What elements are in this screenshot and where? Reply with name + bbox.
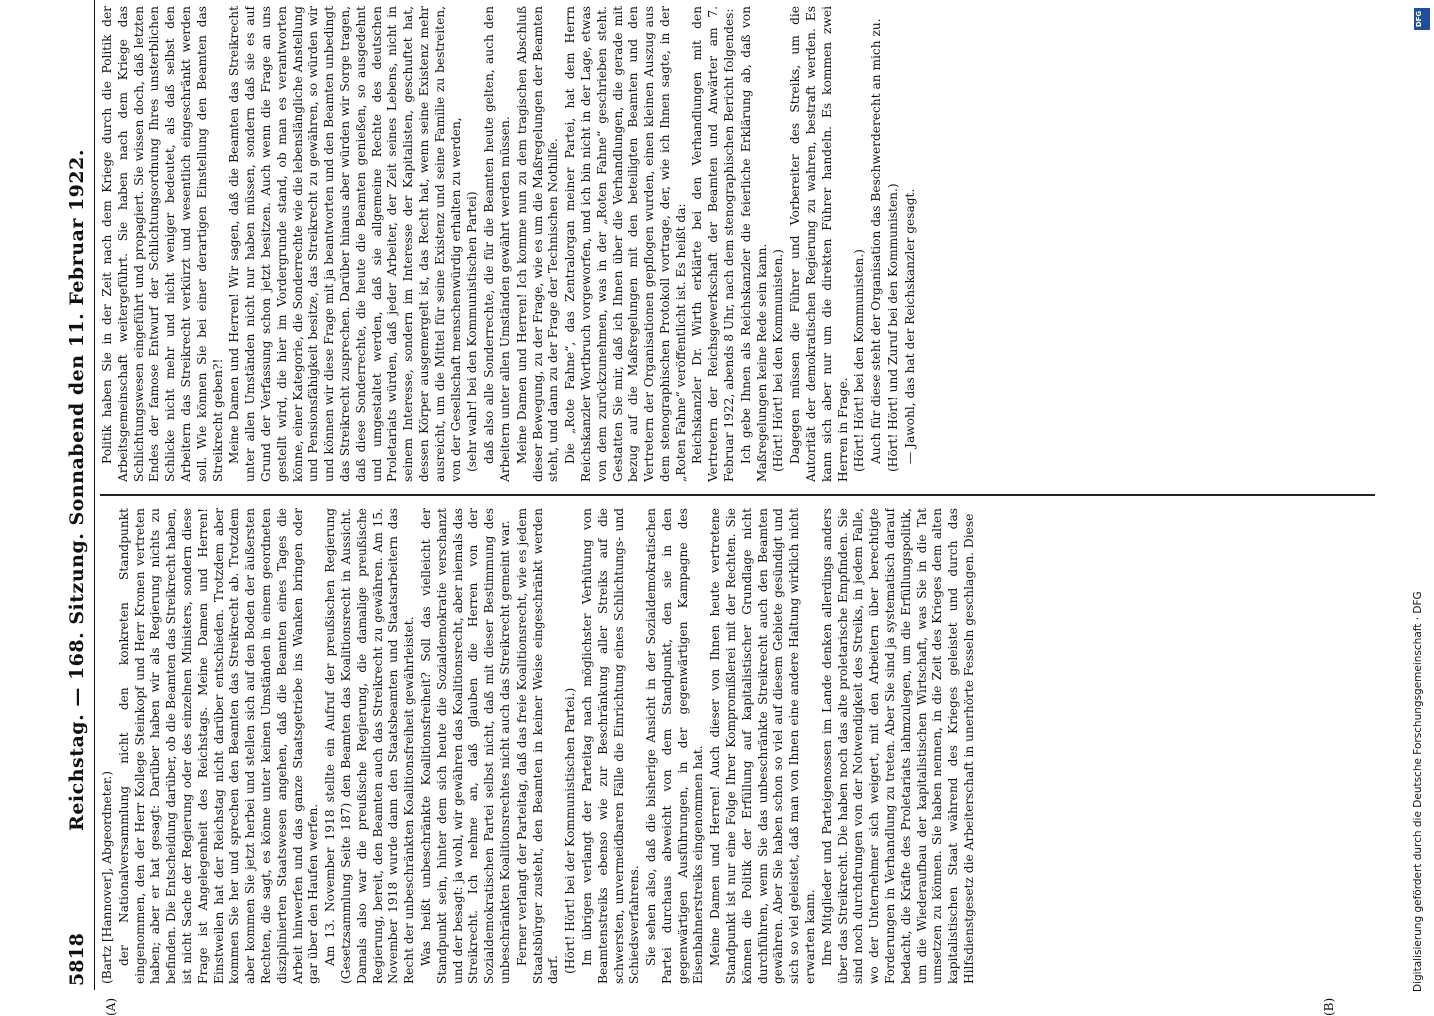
page-header xyxy=(60,0,94,990)
left-speaker-line: (Bartz [Hannover], Abgeordneter.) xyxy=(100,771,114,984)
right-paragraph: Ich gebe Ihnen als Reichskanzler die feierliche Erklärung ab, daß von Maßregelungen keine Rede sein kann. xyxy=(738,6,769,482)
right-interjection: (Hört! Hört! bei den Kommunisten.) xyxy=(852,249,867,472)
right-paragraph: Reichskanzler Dr. Wirth erklärte bei den Verhandlungen mit den Vertretern der Reichsgewerkschaft der Beamten und Anwärter am 7. Februar 1922, abends 8 Uhr, nach dem stenographischen Bericht folgendes: xyxy=(690,6,737,482)
left-paragraph: Ihre Mitglieder und Parteigenossen im Lande denken allerdings anders über das Streikrecht. Die haben noch das alte proletarische Empfinden. Sie sind noch durchdrungen von der Notwendigkeit des Streiks, in jedem Falle, wo der Unternehmer sich weigert, mit den Arbeitern über berechtigte Forderungen in Verhandlung zu treten. Aber Sie sind ja systematisch darauf bedacht, die Kräfte des Proletariats lahmzulegen, um die Erfüllungspolitik, um die Wiederaufbau der kapitalistischen Wirtschaft, was Sie in die Tat umsetzen zu können. Sie haben nennen, in die Zeit des Krieges dem alten kapitalistischen Staat während des Krieges geleistet und durch das Hilfsdienstgesetz die Arbeiterschaft in unerhörte Fesseln geschlagen. Diese xyxy=(819,508,977,984)
left-interjection: (Hört! Hört! bei der Kommunistischen Partei.) xyxy=(563,687,578,974)
left-paragraph: Am 13. November 1918 stellte ein Aufruf der preußischen Regierung (Gesetzsammlung Seite 187) den Beamten das Koalitionsrecht in Aussicht. Damals also war die preußische Regierung, die damalige preußische Regierung, bereit, den Beamten auch das Streikrecht zu gewähren. Am 15. November 1918 wurde dann den Staatsbeamten und Staatsarbeitern das Recht der unbeschränkten Koalitionsfreiheit gewährleistet. xyxy=(323,508,417,984)
left-paragraph: der Nationalversammlung nicht den konkreten Standpunkt eingenommen, den der Herr Kollege Steinkopf und Herr Kronen vertreten haben; aber er hat gesagt: Darüber haben wir als Regierung nichts zu befinden. Die Entscheidung darüber, ob die Beamten das Streikrecht haben, ist nicht Sache der Regierung oder des einzelnen Ministers, sondern diese Frage ist Angelegenheit des Reichstags. Meine Damen und Herren! Einstweilen hat der Reichstag nicht darüber entschieden. Trotzdem aber kommen Sie her und sprechen den Beamten das Streikrecht ab. Trotzdem aber kommen Sie jetzt herbei und stellen sich auf den Boden der äußersten Rechten, die sagt, es könne unter keinen Umständen in einem geordneten disziplinierten Staatswesen angehen, daß die Beamten eines Tages die Arbeit hinwerfen und das ganze Staatsgetriebe ins Wanken bringen oder gar über den Haufen werfen. xyxy=(116,508,321,984)
page-title: Reichstag. — 168. Sitzung. Sonnabend den 11. Februar 1922. xyxy=(66,149,88,831)
left-paragraph: Was heißt unbeschränkte Koalitionsfreiheit? Soll das vielleicht der Standpunkt sein, hinter dem sich heute die Sozialdemokratie verschanzt und der besagt: ja wohl, wir gewähren das Koalitionsrecht, aber niemals das Streikrecht. Ich nehme an, daß glauben die Herren von der Sozialdemokratischen Partei selbst nicht, daß mit dieser Bestimmung des unbeschränkten Koalitionsrechtes nicht auch das Streikrecht gemeint war. xyxy=(418,508,512,984)
left-paragraph: Meine Damen und Herren! Auch dieser von Ihnen heute vertretene Standpunkt ist nur eine Folge Ihrer Kompromißlerei mit der Rechten. Sie können die Politik der Erfüllung auf kapitalistischer Grundlage nicht durchführen, wenn Sie das unbeschränkte Streikrecht auch den Beamten gewähren. Aber Sie haben schon so viel auf diesem Gebiete gesündigt und sich so viel geleistet, daß man von Ihnen eine andere Haltung wirklich nicht erwarten kann. xyxy=(708,508,818,984)
right-paragraph: Politik haben Sie in der Zeit nach dem Kriege durch die Politik der Arbeitsgemeinschaft weitergeführt. Sie haben nach dem Kriege das Schlichtungswesen eingeführt und propagiert. Sie wissen doch, daß letzten Endes der famose Entwurf der Schlichtungsordnung Ihres unsterblichen Schlicke nicht mehr und nicht weniger bedeutet, als daß selbst den Arbeitern das Streikrecht verkürzt und wesentlich eingeschränkt werden soll. Wie können Sie bei einer derartigen Einstellung den Beamten das Streikrecht geben?! xyxy=(100,6,225,482)
left-paragraph: Ferner verlangt der Parteitag, daß das freie Koalitionsrecht, wie es jedem Staatsbürger zusteht, den Beamten in keiner Weise eingeschränkt werden darf. xyxy=(514,508,561,984)
right-paragraph: Dagegen müssen die Führer und Vorbereiter des Streiks, um die Autorität der demokratischen Regierung zu wahren, bestraft werden. Es kann sich aber nur um die direkten Führer handeln. Es kommen zwei Herren in Frage. xyxy=(788,6,850,482)
right-paragraph: Meine Damen und Herren! Wir sagen, daß die Beamten das Streikrecht unter allen Umständen nicht nur haben müssen, sondern daß sie es auf Grund der Verfassung schon jetzt besitzen. Auch wenn die Frage an uns gestellt wird, die hier im Vordergrunde stand, ob man es verantworten könne, einer Kategorie, die Sonderrechte wie die lebenslängliche Anstellung und Pensionsfähigkeit besitze, das Streikrecht zu gewähren, so würden wir und können wir diese Frage mit ja beantworten und den Beamten unbedingt das Streikrecht zusprechen. Darüber hinaus aber würden wir Sorge tragen, daß diese Sonderrechte, die heute die Beamten genießen, so ausgedehnt und umgestaltet werden, daß sie allgemeine Rechte des deutschen Proletariats würden, daß jeder Arbeiter, der Zeit seines Lebens, nicht in seinem Interesse, sondern im Interesse der Kapitalisten, geschuftet hat, dessen Körper ausgemergelt ist, das Recht hat, wenn seine Existenz mehr ausreicht, um die Mittel für seine Existenz und seine Familie zu bestreiten, von der Gesellschaft menschenwürdig erhalten zu werden, xyxy=(227,6,463,482)
right-interjection: (sehr wahr! bei den Kommunistischen Partei) xyxy=(465,191,480,472)
left-paragraph: Im übrigen verlangt der Parteitag nach möglichster Verhütung von Beamtenstreiks ebenso wie zur Beschränkung aller Streiks auf die schwersten, unvermeidbaren Fälle die Einrichtung eines Schlichtungs- und Schiedsverfahrens. xyxy=(579,508,642,984)
dfg-logo-text: DFG xyxy=(1415,10,1424,28)
right-paragraph: Auch für diese steht der Organisation das Beschwerderecht an mich zu. xyxy=(869,18,884,464)
right-column xyxy=(100,6,1370,482)
left-column xyxy=(100,508,1370,984)
right-interjection: (Hört! Hört! und Zuruf bei den Kommunisten.) xyxy=(886,183,901,472)
right-paragraph: daß also alle Sonderrechte, die für die Beamten heute gelten, auch den Arbeitern unter allen Umständen gewährt werden müssen. xyxy=(482,6,512,482)
dfg-logo xyxy=(1414,8,1430,30)
column-rule xyxy=(100,494,1375,496)
margin-mark-a: (A) xyxy=(104,997,118,1016)
right-paragraph: Meine Damen und Herren! Ich komme nun zu dem tragischen Abschluß dieser Bewegung, zu der Frage, wie es um die Maßregelungen der Beamten steht, und dann zu der Frage der Technischen Nothilfe. xyxy=(514,6,561,482)
right-paragraph: Die „Rote Fahne“, das Zentralorgan meiner Partei, hat dem Herrn Reichskanzler Wortbruch vorgeworfen, und ich bin nicht in der Lage, etwas von dem zurückzunehmen, was in der „Roten Fahne“ geschrieben steht. Gestatten Sie mir, daß ich Ihnen über die Verhandlungen, die gerade mit bezug auf die Maßregelungen mit den beteiligten Beamten und den Vertretern der Organisationen gepflogen wurden, einen kleinen Auszug aus dem stenographischen Protokoll vortrage, der, wie ich Ihnen sagte, in der „Roten Fahne“ veröffentlicht ist. Es heißt da: xyxy=(563,6,688,482)
header-rule xyxy=(94,0,95,990)
digitization-text: Digitalisierung gefördert durch die Deutsche Forschungsgemeinschaft · DFG xyxy=(1412,591,1424,992)
right-interjection: (Hört! Hört! bei den Kommunisten.) xyxy=(771,249,786,472)
page-number: 5818 xyxy=(66,933,88,986)
digitization-note xyxy=(1412,8,1434,992)
rotated-page xyxy=(60,0,1380,1016)
left-paragraph: Sie sehen also, daß die bisherige Ansicht in der Sozialdemokratischen Partei durchaus abweicht von dem Standpunkt, den sie in den gegenwärtigen Ausführungen, in der gegenwärtigen Kampagne des Eisenbahnerstreiks eingenommen hat. xyxy=(644,508,706,984)
margin-mark-b: (B) xyxy=(1322,997,1336,1016)
right-paragraph: — Jawohl, das hat der Reichskanzler gesagt. xyxy=(902,188,917,464)
